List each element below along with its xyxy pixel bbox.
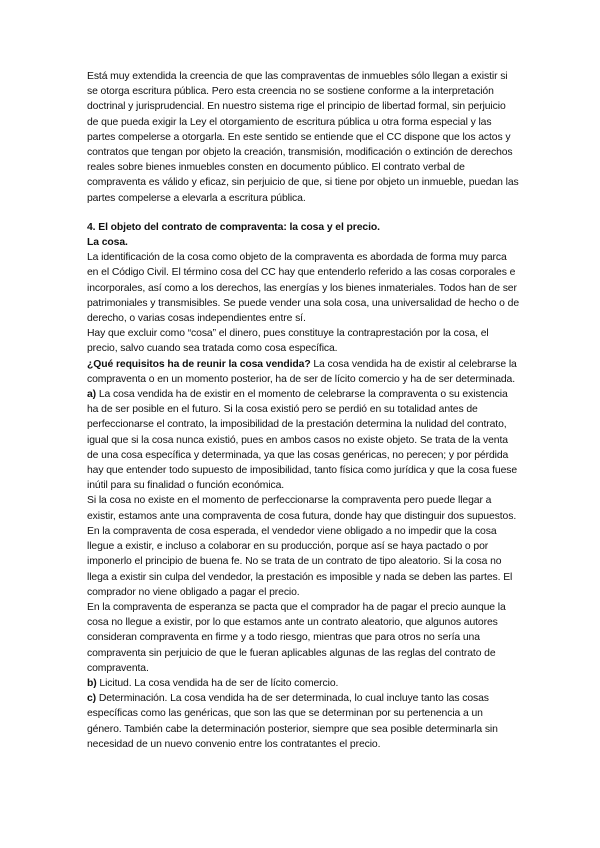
paragraph-identificacion: La identificación de la cosa como objeto de la compraventa es abordada de forma muy parca en el Código Civil. El término cosa del CC hay que entenderlo referido a las cosas corporales e incorporales, así como a los derechos, las energías y los bienes inmateriales. Todos han de ser patrimoniales y transmisibles. Se puede vender una sola cosa, una universalidad de hecho o de derecho, o varias cosas independientes entre sí. bbox=[87, 252, 519, 325]
requisitos-answer: La cosa vendida ha de existir al celebrarse la compraventa o en un momento posterior, ha de ser de lícito comercio y ha de ser determinada. bbox=[87, 358, 517, 385]
paragraph-dinero: Hay que excluir como “cosa” el dinero, pues constituye la contraprestación por la cosa, el precio, salvo cuando sea tratada como cosa específica. bbox=[87, 328, 489, 355]
paragraph-spacer bbox=[87, 206, 519, 220]
intro-paragraph: Está muy extendida la creencia de que las compraventas de inmuebles sólo llegan a existir si se otorga escritura pública. Pero esta creencia no se sostiene conforme a la interpretación doctrinal y jurisprudencial. En nuestro sistema rige el principio de libertad formal, sin perjuicio de que pueda exigir la Ley el otorgamiento de escritura pública u otra forma especial y las partes compelerse a otorgarla. En este sentido se entiende que el CC dispone que los actos y contratos que tengan por objeto la creación, transmisión, modificación o extinción de derechos reales sobre bienes inmuebles consten en documento público. El contrato verbal de compraventa es válido y eficaz, sin perjuicio de que, si tiene por objeto un inmueble, puedan las partes compelerse a elevarla a escritura pública. bbox=[87, 71, 519, 204]
paragraph-item-a bbox=[87, 387, 519, 493]
paragraph-item-c bbox=[87, 691, 519, 752]
item-b-marker: b) bbox=[87, 677, 97, 689]
paragraph-cosa-esperada: En la compraventa de cosa esperada, el vendedor viene obligado a no impedir que la cosa llegue a existir, e incluso a colaborar en su producción, porque así se haya pactado o por imponerlo el principio de buena fe. No se trata de un contrato de tipo aleatorio. Si la cosa no llega a existir sin culpa del vendedor, la prestación es imposible y nada se deben las partes. El comprador no viene obligado a pagar el precio. bbox=[87, 525, 513, 598]
section-heading: 4. El objeto del contrato de compraventa: la cosa y el precio. bbox=[87, 221, 380, 233]
item-a-text: La cosa vendida ha de existir en el momento de celebrarse la compraventa o su existencia ha de ser posible en el futuro. Si la cosa existió pero se perdió en su totalidad antes de perfeccionarse el contrato, la imposibilidad de la prestación determina la nulidad del contrato, igual que si la cosa nunca existió, pues en ambos casos no existe objeto. Se trata de la venta de una cosa específica y determinada, ya que las cosas genéricas, no perecen; y por pérdida hay que entender todo supuesto de imposibilidad, tanto física como jurídica y que la cosa fuese inútil para su finalidad o función económica. bbox=[87, 389, 518, 492]
item-b-text: Licitud. La cosa vendida ha de ser de lícito comercio. bbox=[96, 677, 339, 689]
item-a-marker: a) bbox=[87, 389, 97, 401]
item-c-marker: c) bbox=[87, 693, 97, 705]
requisitos-question: ¿Qué requisitos ha de reunir la cosa vendida? bbox=[87, 358, 311, 370]
paragraph-cosa-futura: Si la cosa no existe en el momento de perfeccionarse la compraventa pero puede llegar a existir, estamos ante una compraventa de cosa futura, donde hay que distinguir dos supuestos. bbox=[87, 495, 517, 522]
paragraph-item-b bbox=[87, 676, 519, 691]
document-page bbox=[87, 69, 519, 752]
paragraph-requisitos bbox=[87, 357, 519, 387]
subheading-la-cosa: La cosa. bbox=[87, 237, 128, 249]
item-c-text: Determinación. La cosa vendida ha de ser determinada, lo cual incluye tanto las cosas específicas como las genéricas, que son las que se determinan por su pertenencia a un género. También cabe la determinación posterior, siempre que sea posible determinarla sin necesidad de un nuevo convenio entre los contratantes el precio. bbox=[87, 693, 498, 750]
paragraph-esperanza: En la compraventa de esperanza se pacta que el comprador ha de pagar el precio aunque la cosa no llegue a existir, por lo que estamos ante un contrato aleatorio, que algunos autores consideran compraventa en firme y a todo riesgo, mientras que para otros no sería una compraventa sin perjuicio de que le fueran aplicables algunas de las reglas del contrato de compraventa. bbox=[87, 601, 506, 674]
